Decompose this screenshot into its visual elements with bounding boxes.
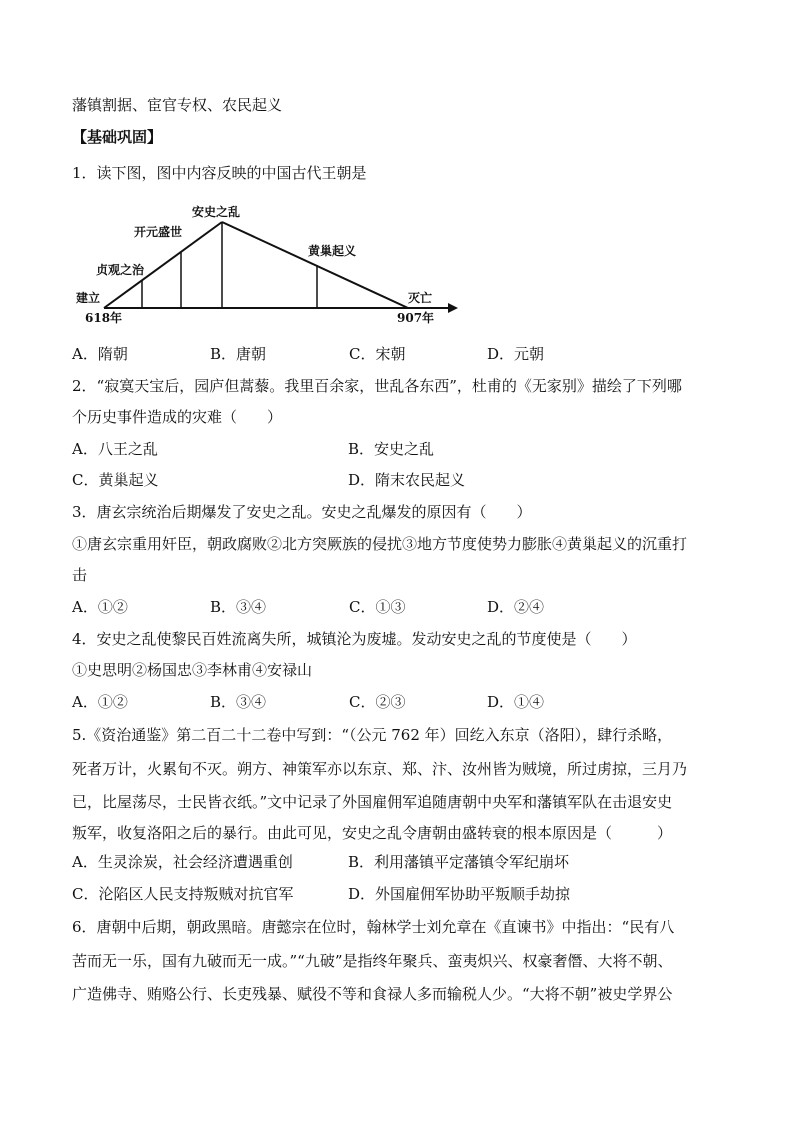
- q2-option-c[interactable]: C．黄巢起义: [72, 471, 159, 489]
- timeline-arrow: [448, 303, 458, 313]
- q2-option-b[interactable]: B．安史之乱: [348, 440, 435, 458]
- q4-items: ①史思明②杨国忠③李林甫④安禄山: [72, 661, 313, 679]
- q5-option-c[interactable]: C．沦陷区人民支持叛贼对抗官军: [72, 885, 294, 903]
- q5-stem-line4: 叛军，收复洛阳之后的暴行。由此可见，安史之乱令唐朝由盛转衰的根本原因是（ ）: [72, 824, 673, 842]
- q5-stem-line2: 死者万计，火累旬不灭。朔方、神策军亦以东京、郑、汴、汝州皆为贼境，所过虏掠，三月乃: [72, 760, 688, 778]
- q6-stem-line1: 6．唐朝中后期，朝政黑暗。唐懿宗在位时，翰林学士刘允章在《直谏书》中指出：“民有八: [72, 918, 675, 936]
- q3-option-a[interactable]: A．①②: [72, 598, 128, 616]
- q6-stem-line3: 广造佛寺、贿赂公行、长吏残暴、赋役不等和食禄人多而输税人少。“大将不朝”被史学界公: [72, 985, 673, 1003]
- q2-stem-line1: 2．“寂寞天宝后，园庐但蒿藜。我里百余家，世乱各东西”，杜甫的《无家别》描绘了下列哪: [72, 377, 682, 395]
- q2-stem-line2: 个历史事件造成的灾难（ ）: [72, 408, 283, 426]
- q3-stem: 3．唐玄宗统治后期爆发了安史之乱。安史之乱爆发的原因有（ ）: [72, 503, 532, 521]
- q6-stem-line2: 苦而无一乐，国有九破而无一成。”“九破”是指终年聚兵、蛮夷炽兴、权豪奢僭、大将不朝、: [72, 952, 673, 970]
- q2-option-d[interactable]: D．隋末农民起义: [348, 471, 466, 489]
- event-huangchao: 黄巢起义: [308, 244, 357, 258]
- event-zhenguan: 贞观之治: [96, 263, 145, 277]
- event-anshi: 安史之乱: [192, 205, 241, 219]
- q5-option-a[interactable]: A．生灵涂炭，社会经济遭遇重创: [72, 853, 293, 871]
- q4-stem: 4．安史之乱使黎民百姓流离失所，城镇沦为废墟。发动安史之乱的节度使是（ ）: [72, 630, 637, 648]
- q5-option-d[interactable]: D．外国雇佣军协助平叛顺手劫掠: [348, 885, 571, 903]
- q3-option-b[interactable]: B．③④: [210, 598, 267, 616]
- q3-option-d[interactable]: D．②④: [487, 598, 545, 616]
- dynasty-timeline-diagram: [70, 200, 470, 332]
- end-label: 灭亡: [408, 291, 433, 305]
- q3-items-line1: ①唐玄宗重用奸臣，朝政腐败②北方突厥族的侵扰③地方节度使势力膨胀④黄巢起义的沉重打: [72, 535, 688, 553]
- q4-option-b[interactable]: B．③④: [210, 693, 267, 711]
- end-year: 907年: [397, 311, 435, 325]
- q1-stem: 1．读下图，图中内容反映的中国古代王朝是: [72, 164, 367, 182]
- q1-option-b[interactable]: B．唐朝: [210, 345, 267, 363]
- decline-line: [222, 222, 408, 308]
- q1-option-c[interactable]: C．宋朝: [349, 345, 406, 363]
- event-kaiyuan: 开元盛世: [134, 225, 183, 239]
- q1-option-d[interactable]: D．元朝: [487, 345, 545, 363]
- q5-stem-line3: 已，比屋荡尽，士民皆衣纸。”文中记录了外国雇佣军追随唐朝中央军和藩镇军队在击退安史: [72, 793, 673, 811]
- start-label: 建立: [76, 291, 101, 305]
- q2-option-a[interactable]: A．八王之乱: [72, 440, 158, 458]
- q4-option-c[interactable]: C．②③: [349, 693, 406, 711]
- heading: 藩镇割据、宦官专权、农民起义: [72, 96, 283, 114]
- q3-items-line2: 击: [72, 566, 88, 584]
- q1-option-a[interactable]: A．隋朝: [72, 345, 128, 363]
- q5-stem-line1: 5.《资治通鉴》第二百二十二卷中写到：“（公元 762 年）回纥入东京（洛阳），肆行杀略，: [72, 726, 673, 744]
- q3-option-c[interactable]: C．①③: [349, 598, 406, 616]
- q4-option-d[interactable]: D．①④: [487, 693, 545, 711]
- q5-option-b[interactable]: B．利用藩镇平定藩镇令军纪崩坏: [348, 853, 570, 871]
- q4-option-a[interactable]: A．①②: [72, 693, 128, 711]
- section-title: 【基础巩固】: [72, 128, 163, 146]
- start-year: 618年: [85, 311, 123, 325]
